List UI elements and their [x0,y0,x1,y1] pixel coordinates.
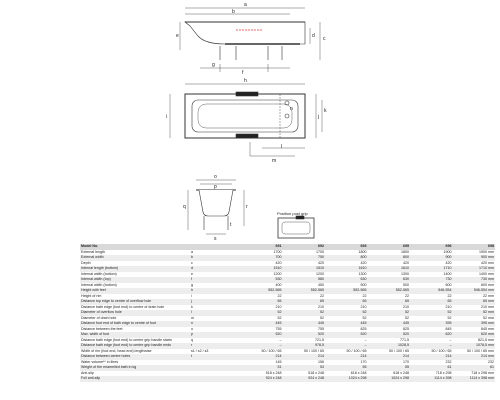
table-cell-value: 214 [410,354,453,360]
table-cell-label: Full anti-slip [80,376,190,382]
table-cell-value: 55 [325,365,368,371]
table-cell-value: 214 [240,354,283,360]
table-cell-value: 845 mm [481,326,494,331]
dim-letter-a: a [244,2,247,8]
table-cell-value: 65 [325,299,368,305]
table-cell-value: 1510 [283,266,326,272]
table-cell-value: 170 [403,359,409,364]
table-cell-value: 214 [368,354,411,360]
table-cell-label: Internal width (top) [80,277,190,283]
table-cell-value: 22 [405,293,409,298]
table-cell-value: 52 [362,315,367,320]
table-cell-value: 1710 mm [453,266,496,272]
dim-letter-o: o [214,174,217,180]
table-cell-value: 698 [453,244,496,250]
table-cell-value: 552-565 [325,288,368,294]
table-cell-value: 1024 x 298 [325,376,368,382]
table-cell-value: 730 mm [453,277,496,283]
table-cell-value: 52 [405,315,409,320]
table-cell-value: 552-565 [368,288,411,294]
dim-letter-r: r [246,204,248,210]
table-cell-value: 924 x 248 [240,376,283,382]
table-cell-value: 445 [283,321,326,327]
table-cell-value: 800 [368,255,411,261]
table-cell-value: 50 / 100 / 65 [346,348,367,353]
table-cell-value: 1200 [273,271,282,276]
table-cell-value: 145 [275,359,282,364]
table-cell-value: – [240,343,283,349]
table-cell-value: 845 [445,326,452,331]
table-cell-value: 900 [410,255,453,261]
table-cell-label: Diameter of drain hole [81,315,117,320]
table-cell-value: 214 mm [453,354,496,360]
dim-letter-h: h [244,78,247,84]
table-cell-value: 1610 [368,266,411,272]
table-cell-symbol: b [190,255,240,261]
table-cell-value: 420 [318,260,324,265]
dim-letter-i: i [166,114,168,120]
table-cell-value: 500 [403,282,409,287]
table-cell-value: 1400 [443,271,452,276]
dim-letter-t: t [230,222,232,228]
table-cell-value: 52 mm [453,310,496,316]
table-cell-value: 420 [445,260,452,265]
table-cell-symbol: a [191,249,193,254]
table-cell-value: 52 [447,315,452,320]
table-cell-value: 52 [325,310,368,316]
table-cell-value: 900 mm [453,255,496,261]
table-cell-label: Height of rim [81,293,102,298]
table-cell-value: 825 [403,326,409,331]
table-cell-value: 400 [275,282,282,287]
table-cell-value: 420 mm [481,260,494,265]
table-cell-value: 210 [445,304,452,309]
table-cell-value: 1710 [410,266,453,272]
table-cell-value: 53 [283,365,326,371]
table-cell-value: 825 [360,326,367,331]
table-cell-value: 821,5 mm [478,337,494,342]
table-cell-value: 1028,5 [368,343,411,349]
table-cell-value: 755 [318,326,324,331]
table-cell-value: 552-565 [240,288,283,294]
table-cell-value: 65 [368,299,411,305]
table-cell-value: – [410,343,453,349]
table-cell-label: Distance foot end of bath edge to centre of foot [80,321,190,327]
table-cell-value: 65 [283,299,326,305]
table-cell-symbol: j [190,299,240,305]
table-cell-value: 52 mm [483,315,494,320]
table-cell-value: 693 [325,244,368,250]
dim-letter-n: n [290,106,293,112]
table-cell-value: 718 x 298 mm [471,370,494,375]
table-cell-label: Diameter of overflow hole [80,310,190,316]
table-cell-value: 210 [275,304,282,309]
table-cell-symbol: m [191,315,194,320]
table-cell-value: 520 [368,332,411,338]
table-cell-value: 700 [240,255,283,261]
table-cell-label: Distance bath edge (foot end) to centre grip handle starts [81,337,172,342]
table-cell-symbol: n [190,321,240,327]
table-cell-value: 546-554 [410,288,453,294]
table-cell-symbol: c [191,260,193,265]
table-cell-value: 696 [410,244,453,250]
dim-letter-s: s [214,236,217,240]
table-cell-value: 978,5 [283,343,326,349]
table-cell-value: 61 [410,365,453,371]
table-cell-value: 755 [275,326,282,331]
table-cell-value: 232 [445,359,452,364]
table-cell-value: 530 [240,277,283,283]
table-cell-label: Distance bath edge (foot end) to centre grip handle ends [80,343,190,349]
table-cell-value: 52 [320,315,324,320]
table-cell-label: External length [81,249,105,254]
table-cell-label: Distance between centre holes [80,354,190,360]
table-cell-symbol: f [190,277,240,283]
table-cell-value: 420 [403,260,409,265]
table-cell-symbol: s1 / s2 / s3 [191,348,209,353]
table-cell-value: 520 [283,332,326,338]
dim-letter-b: b [232,9,235,15]
post-grip-label: Position post grip [277,211,308,216]
table-cell-value: 22 [320,293,324,298]
table-cell-value: 65 [410,299,453,305]
table-cell-value: 210 [360,304,367,309]
table-cell-value: 420 [275,260,282,265]
table-cell-value: – [325,343,368,349]
table-cell-value: 65 [240,299,283,305]
table-cell-value: 1300 [358,271,367,276]
table-cell-value: 500 [360,282,367,287]
table-cell-symbol: t [190,354,240,360]
table-cell-symbol: q [191,337,193,342]
table-cell-symbol: i [191,293,192,298]
table-cell-value: 618 x 248 [393,370,409,375]
table-cell-value: 630 [368,277,411,283]
table-cell-symbol: d [190,266,240,272]
table-cell-value: 1610 [325,266,368,272]
table-cell-value: 210 [318,304,324,309]
table-cell-label: Weight of the enamelled bath in kg [80,365,190,371]
table-cell-value: 22 [362,293,367,298]
table-cell-value: 1078,5 mm [453,343,496,349]
table-cell-value: 52 [277,315,282,320]
table-cell-value: 721,5 [315,337,324,342]
table-cell-value: 771,5 [400,337,409,342]
table-cell-value: 445 [368,321,411,327]
table-cell-value: – [364,337,367,342]
table-cell-value: 52 [240,310,283,316]
table-cell-value: 445 [325,321,368,327]
dim-letter-l: l [281,144,283,150]
plan-view [170,84,322,156]
table-cell-value: 630 [325,277,368,283]
table-cell-value: 65 mm [453,299,496,305]
table-cell-label: Height with feet [80,288,190,294]
table-cell-value: 1114 x 398 [410,376,453,382]
table-cell-value: 170 [360,359,367,364]
table-cell-value: 546-554 mm [453,288,496,294]
table-cell-value: 1400 mm [479,271,494,276]
table-cell-symbol: h [190,288,240,294]
table-cell-value: 600 [445,282,452,287]
table-cell-value: 55 [368,365,411,371]
table-cell-symbol: l [190,310,240,316]
table-cell-value: – [279,337,282,342]
table-cell-label: Distance bath edge (foot end) to centre of drain hole [81,304,165,309]
side-elevation-view [180,8,320,72]
table-cell-value: 50 / 100 / 65 [389,348,409,353]
table-cell-value: 1700 [316,249,324,254]
table-cell-value: 51 [240,365,283,371]
table-cell-value: 61 [453,365,496,371]
table-cell-value: 52 [368,310,411,316]
table-cell-label: Internal width (bottom) [81,271,117,276]
table-cell-label: Water volume** in litres [81,359,119,364]
table-cell-value: 1200 [316,271,324,276]
table-cell-value: 52 [410,310,453,316]
table-cell-value: 1700 [273,249,282,254]
table-cell-value: 445 [240,321,283,327]
dim-letter-f: f [242,70,244,76]
table-cell-label: Width of rim (foot end, head end) lengthwise [81,348,152,353]
table-cell-value: 520 [325,332,368,338]
table-cell-value: 1800 [401,249,409,254]
table-cell-label: External width [80,255,190,261]
table-cell-symbol: g [191,282,193,287]
table-cell-value: 395 mm [453,321,496,327]
table-cell-value: 156 [318,359,324,364]
dim-letter-p: p [214,184,217,190]
table-cell-value: 50 / 100 / 65 [431,348,452,353]
table-cell-label: Anti-slip [81,370,94,375]
table-cell-symbol: p [190,332,240,338]
dim-letter-q: q [183,204,186,210]
table-cell-value: 52 [283,310,326,316]
table-cell-value: 22 [447,293,452,298]
table-cell-value: 214 [283,354,326,360]
table-cell-value: 50 / 100 / 65 [304,348,324,353]
table-cell-value: 22 [277,293,282,298]
dim-letter-e: e [176,33,179,39]
table-row [80,376,495,382]
table-cell-value: 520 [240,332,283,338]
dim-letter-j: j [318,114,320,120]
table-cell-value: 691 [240,244,283,250]
table-cell-value: 1510 [240,266,283,272]
table-cell-value: 420 [360,260,367,265]
table-cell-value: 750 [283,255,326,261]
table-cell-value: 1024 x 298 [368,376,411,382]
table-cell-symbol: r [190,343,240,349]
table-cell-value: 50 / 100 / 65 mm [467,348,494,353]
table-cell-label: Model No. [80,244,190,250]
table-cell-label: Distance between the feet [81,326,123,331]
table-cell-value: 620 [410,332,453,338]
table-cell-value: 1114 x 398 mm [453,376,496,382]
post-grip-position-view [278,216,314,238]
dim-letter-g: g [212,62,215,68]
table-cell-value: 620 mm [453,332,496,338]
table-cell-label: Depth [81,260,91,265]
table-cell-value: 618 x 248 [350,370,367,375]
table-cell-value: 552-565 [283,288,326,294]
table-cell-value: 518 x 248 [308,370,324,375]
table-cell-value: 730 [410,277,453,283]
table-cell-label: Distance top edge to centre of overflow hole [80,299,190,305]
specification-table-body [80,244,495,382]
dim-letter-d: d [312,33,315,39]
table-cell-symbol: e [191,271,193,276]
table-cell-value: 50 / 100 / 65 [261,348,282,353]
table-cell-value: 232 [488,359,494,364]
table-cell-value: 210 [403,304,409,309]
table-cell-value: 1300 [401,271,409,276]
table-cell-value: 395 [410,321,453,327]
dim-letter-c: c [323,36,326,42]
table-cell-value: 450 [318,282,324,287]
table-cell-label: Internal length (bottom) [80,266,190,272]
table-cell-value: 800 [325,255,368,261]
table-cell-value: 600 mm [481,282,494,287]
table-cell-symbol: o [191,326,193,331]
dim-letter-k: k [324,108,327,114]
table-cell-value: 1900 mm [479,249,494,254]
specification-table [80,244,495,382]
table-cell-value: – [449,337,452,342]
table-cell-value: 518 x 248 [265,370,282,375]
table-cell-value: 924 x 248 [283,376,326,382]
table-cell-label: Internal width (bottom) [81,282,117,287]
table-cell-value: 718 x 298 [435,370,452,375]
table-cell-value: 22 mm [483,293,494,298]
table-cell-value: 580 [283,277,326,283]
table-cell-value: 1800 [358,249,367,254]
table-cell-value: 1900 [443,249,452,254]
table-cell-label: Max. width of foot [80,332,190,338]
table-cell-symbol [190,376,240,382]
table-cell-value: 692 [283,244,326,250]
dim-letter-m: m [272,158,277,164]
table-cell-value: 214 [325,354,368,360]
table-cell-value: 695 [368,244,411,250]
table-cell-value: 210 mm [481,304,494,309]
table-cell-symbol: k [191,304,193,309]
